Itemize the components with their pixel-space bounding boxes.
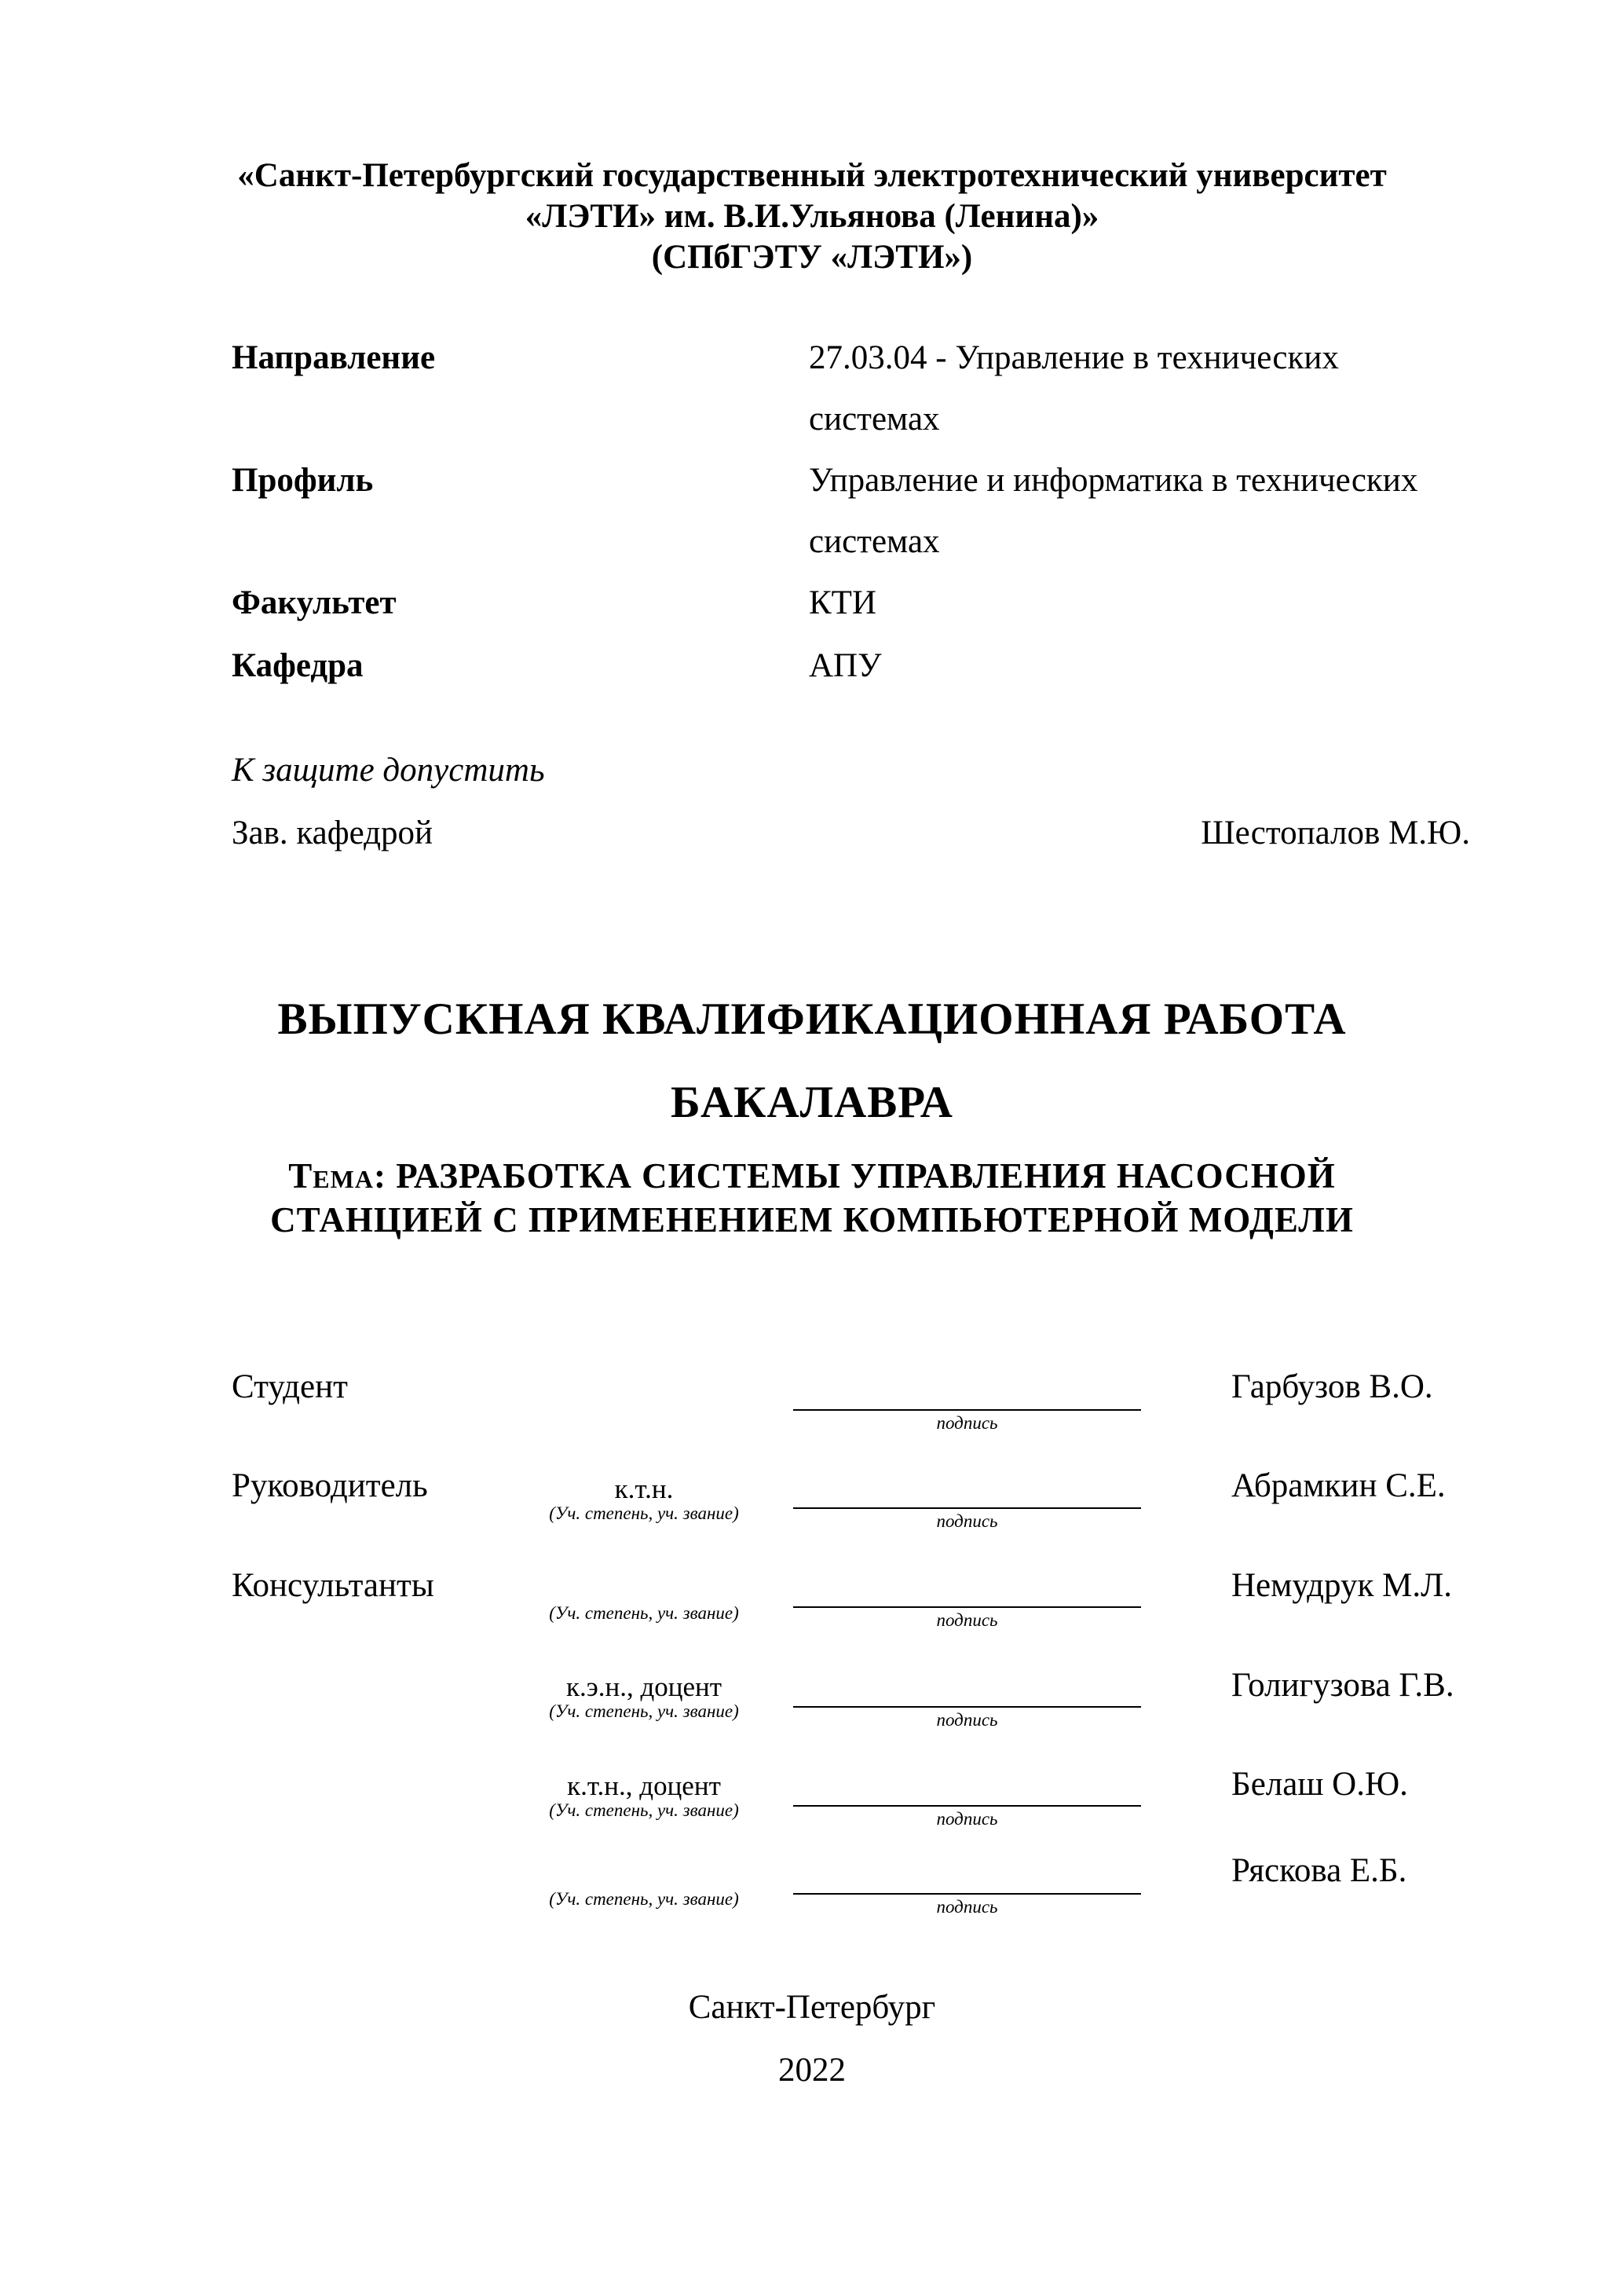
- faculty-value: КТИ: [809, 584, 876, 621]
- head-of-department-name: Шестопалов М.Ю.: [1201, 815, 1470, 851]
- consultant-name: Голигузова Г.В.: [1231, 1667, 1454, 1704]
- profile-label: Профиль: [232, 462, 374, 499]
- head-of-department-label: Зав. кафедрой: [232, 815, 433, 851]
- department-label: Кафедра: [232, 647, 364, 684]
- signature-caption: подпись: [936, 1809, 998, 1829]
- university-name-line2: «ЛЭТИ» им. В.И.Ульянова (Ленина)»: [525, 198, 1099, 235]
- consultant-name: Немудрук М.Л.: [1231, 1567, 1452, 1604]
- signature-line: [793, 1706, 1141, 1708]
- work-title-line1: ВЫПУСКНАЯ КВАЛИФИКАЦИОННАЯ РАБОТА: [277, 994, 1347, 1044]
- university-name-line1: «Санкт-Петербургский государственный электротехнический университет: [237, 157, 1387, 194]
- work-title-line2: БАКАЛАВРА: [671, 1078, 953, 1127]
- university-abbreviation: (СПбГЭТУ «ЛЭТИ»): [651, 239, 973, 276]
- signature-line: [793, 1805, 1141, 1807]
- supervisor-name: Абрамкин С.Е.: [1231, 1467, 1446, 1504]
- admission-text: К защите допустить: [232, 752, 545, 789]
- topic-prefix: Тема:: [288, 1156, 386, 1196]
- degree-caption: (Уч. степень, уч. звание): [549, 1603, 739, 1623]
- direction-value-line2: системах: [809, 401, 940, 438]
- student-label: Студент: [232, 1368, 348, 1405]
- signature-caption: подпись: [936, 1511, 998, 1531]
- profile-value-line2: системах: [809, 523, 940, 560]
- signature-line: [793, 1507, 1141, 1509]
- degree-caption: (Уч. степень, уч. звание): [549, 1800, 739, 1820]
- signature-caption: подпись: [936, 1413, 998, 1433]
- signature-caption: подпись: [936, 1710, 998, 1730]
- department-value: АПУ: [809, 647, 882, 684]
- profile-value-line1: Управление и информатика в технических: [809, 462, 1418, 499]
- direction-value-line1: 27.03.04 - Управление в технических: [809, 339, 1339, 376]
- student-name: Гарбузов В.О.: [1231, 1368, 1433, 1405]
- consultant-name: Белаш О.Ю.: [1231, 1766, 1408, 1803]
- consultant-name: Ряскова Е.Б.: [1231, 1852, 1407, 1889]
- year: 2022: [778, 2052, 846, 2089]
- supervisor-label: Руководитель: [232, 1467, 428, 1504]
- degree-caption: (Уч. степень, уч. звание): [549, 1889, 739, 1909]
- signature-line: [793, 1409, 1141, 1411]
- faculty-label: Факультет: [232, 584, 397, 621]
- consultant-degree: к.э.н., доцент: [565, 1672, 722, 1702]
- signature-caption: подпись: [936, 1610, 998, 1630]
- topic-text-line1: РАЗРАБОТКА СИСТЕМЫ УПРАВЛЕНИЯ НАСОСНОЙ: [396, 1156, 1336, 1196]
- topic-text-line2: СТАНЦИЕЙ С ПРИМЕНЕНИЕМ КОМПЬЮТЕРНОЙ МОДЕЛИ: [270, 1200, 1354, 1240]
- topic-line1: [0, 1155, 1624, 1197]
- degree-caption: (Уч. степень, уч. звание): [549, 1701, 739, 1721]
- city: Санкт-Петербург: [688, 1989, 936, 2026]
- signature-caption: подпись: [936, 1897, 998, 1917]
- supervisor-degree: к.т.н.: [614, 1474, 674, 1504]
- signature-line: [793, 1893, 1141, 1895]
- consultant-degree: к.т.н., доцент: [567, 1771, 721, 1801]
- degree-caption: (Уч. степень, уч. звание): [549, 1503, 739, 1523]
- consultants-label: Консультанты: [232, 1567, 434, 1604]
- direction-label: Направление: [232, 339, 436, 376]
- signature-line: [793, 1606, 1141, 1608]
